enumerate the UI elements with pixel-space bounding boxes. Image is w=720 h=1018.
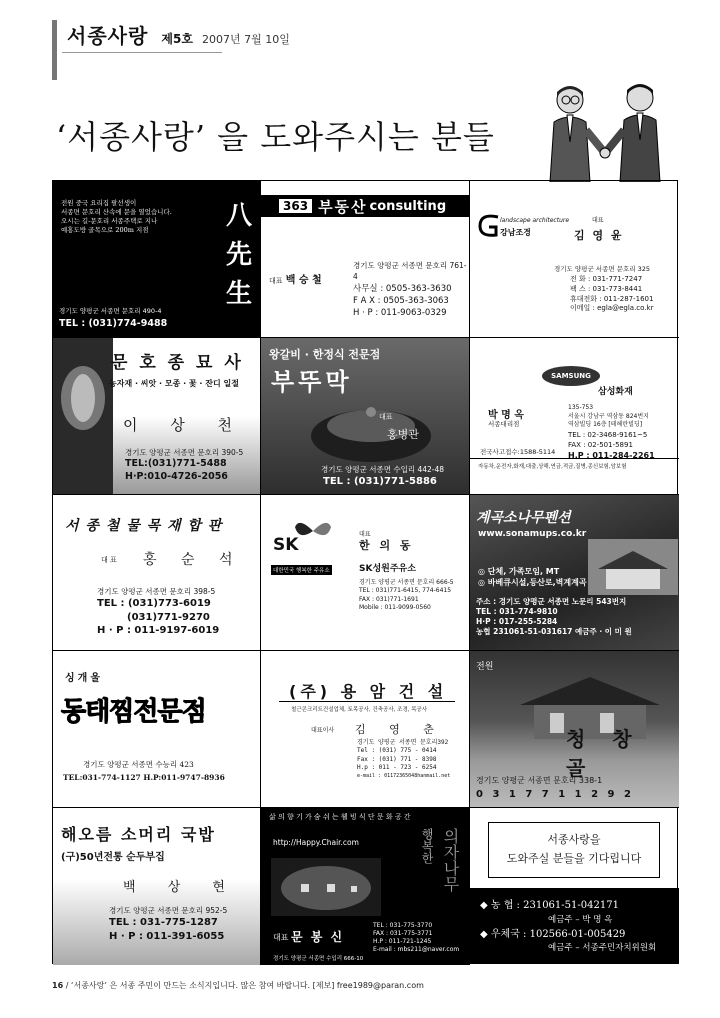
rep-label: 대표 xyxy=(379,413,393,421)
ad-budumak xyxy=(261,338,470,495)
fax-number: 팩 스 : 031-773-8441 xyxy=(570,284,643,293)
sk-slogan: 대한민국 행복한 주유소 xyxy=(271,565,332,575)
ad-cheongchanggol xyxy=(470,651,679,808)
tel-number: TEL : 031-775-1287 xyxy=(109,917,218,929)
station-name: SK성원주유소 xyxy=(359,564,416,574)
restaurant-name: 해오름 소머리 국밥 xyxy=(61,825,216,844)
ad-363-realestate xyxy=(261,181,470,338)
mobile-number: H · P : 011-9197-6019 xyxy=(97,625,220,637)
rep-label: 대표 xyxy=(273,933,289,942)
tel-number: TEL : (031)773-6019 xyxy=(97,598,211,610)
ad-happy-chair xyxy=(261,808,470,965)
ad-line: 서종면 문호리 산속에 문을 열었습니다. xyxy=(61,208,172,217)
ad-address-building: 역삼빌딩 16층 [테헤란빌딩] xyxy=(568,421,643,429)
fax-number: FAX : 02-501-5891 xyxy=(568,441,633,450)
ad-line: 오시는 길-문호리 서종주택로 지나 xyxy=(61,217,158,226)
restaurant-tagline: 왕갈비 · 한정식 전문점 xyxy=(269,348,381,361)
contact-numbers: TEL:031-774-1127 H.P:011-9747-8936 xyxy=(63,773,225,782)
sk-logo-text: SK xyxy=(273,535,299,555)
bank-label: ◆ 우체국 : xyxy=(480,928,527,940)
pension-name: 계곡소나무펜션 xyxy=(476,510,571,526)
tel-number: TEL : 031-775-3770 xyxy=(373,922,433,929)
tel-number: TEL : 031)771-6415, 774-6415 xyxy=(359,587,452,595)
hanja-first: 先 xyxy=(225,240,252,270)
agent-name: 박 명 옥 xyxy=(488,410,524,421)
masthead xyxy=(52,20,290,80)
ad-address: 경기도 양평군 서종면 문호리392 xyxy=(357,739,449,746)
rep-label: 대 표 xyxy=(101,556,117,564)
hanja-born: 生 xyxy=(225,279,252,309)
ad-grid xyxy=(52,180,678,964)
ad-pension xyxy=(470,495,679,651)
ad-address: 경기도 양평군 서종면 문호리 761-4 xyxy=(353,261,467,281)
ad-palseonsaeng xyxy=(53,181,261,338)
fax-number: Fax : (031) 771 - 8398 xyxy=(357,755,437,763)
bank-account: 농협 231061-51-031617 예금주 · 이 미 원 xyxy=(476,627,632,637)
ad-address: 경기도 양평군 서종면 문호리 952-5 xyxy=(109,906,228,915)
notice-title-box xyxy=(488,822,660,878)
brand-name: 삼성화재 xyxy=(598,387,633,397)
tel-label: TEL : xyxy=(59,318,86,329)
tel-number: TEL : (031)771-5886 xyxy=(323,476,437,487)
samsung-logo: SAMSUNG xyxy=(542,366,600,386)
tel-number: Tel : (031) 775 - 0414 xyxy=(357,747,437,755)
footer-text: / ‘서종사랑’ 은 서종 주민이 만드는 소식지입니다. 많은 참여 바랍니다. [제보] free1989@paran.com xyxy=(65,981,424,990)
account-owner: 예금주 – 박 명 옥 xyxy=(548,914,613,925)
restaurant-prefix: 싱개울 xyxy=(65,673,103,684)
restaurant-history: (구)50년전통 순두부집 xyxy=(61,852,165,863)
email-address: E-mail : mbs211@naver.com xyxy=(373,946,460,954)
cauldron-photo xyxy=(301,396,441,466)
mobile-number: H·P:010-4726-2056 xyxy=(125,470,228,482)
newsletter-title: 서종사랑 xyxy=(67,24,149,48)
tel-number: TEL : 02-3468-9161~5 xyxy=(568,431,648,440)
feature-line: ◎ 바베큐시설,등산로,벽계계곡 xyxy=(478,577,587,587)
company-name-en: consulting xyxy=(369,198,447,214)
company-name: 서 종 철 물 목 재 합 판 xyxy=(65,518,223,534)
ad-address: 경기도 양평군 서종면 문호리 338-1 xyxy=(476,776,603,785)
account-owner: 예금주 – 서종주민자치위원회 xyxy=(548,943,657,954)
mobile-number: 휴대전화 : 011-287-1601 xyxy=(570,294,654,303)
ad-address: 경기도 양평군 서종면 문호리 390-5 xyxy=(125,448,244,457)
restaurant-name-vertical-2: 의자나무 xyxy=(441,828,460,892)
mobile-number: H.p : 011 - 723 - 6254 xyxy=(357,764,437,772)
feature-line: ◎ 단체, 가족모임, MT xyxy=(478,567,560,576)
handshake-illustration xyxy=(540,82,670,182)
page-headline: ‘서종사랑’ 을 도와주시는 분들 xyxy=(56,118,495,156)
tel-number-2: (031)771-9270 xyxy=(127,611,210,623)
rep-name: 문 봉 신 xyxy=(291,930,345,944)
businessman-left xyxy=(550,86,604,182)
company-name: 문 호 종 묘 사 xyxy=(111,353,244,373)
bank-info xyxy=(470,888,679,964)
rep-name: 홍병관 xyxy=(387,428,419,441)
restaurant-name: 부뚜막 xyxy=(271,368,353,396)
ad-address: 경기도 양평군 서종면 문호리 490-4 xyxy=(59,307,162,315)
header-rule xyxy=(62,52,222,53)
businessman-right xyxy=(606,84,660,182)
ad-address: 서울시 강남구 역삼동 824번지 xyxy=(568,412,649,420)
restaurant-name-vertical: 행복한 xyxy=(420,828,434,864)
ad-dongtae-restaurant xyxy=(53,651,261,808)
bank-account: 102566-01-005429 xyxy=(529,928,626,940)
ad-address: 경기도 양평군 서종면 문호리 666-5 xyxy=(359,579,454,586)
phone-number: 전 화 : 031-771-7247 xyxy=(570,275,643,283)
postal-code: 135-753 xyxy=(568,404,594,411)
donation-notice xyxy=(470,808,679,965)
sk-butterfly-icon xyxy=(293,517,333,543)
pension-photo xyxy=(588,539,678,595)
logo-tagline: landscape architecture xyxy=(500,217,570,224)
logo-name: 강남조경 xyxy=(500,228,531,237)
email-address: 이메일 : egla@egla.co.kr xyxy=(570,304,654,313)
rep-label: 대표이사 xyxy=(311,727,335,734)
rep-name: 백 승 철 xyxy=(285,275,322,286)
page-footer xyxy=(52,980,424,991)
ad-address: 경기도 양평군 서종면 수입리 666-10 xyxy=(273,956,364,962)
tel-number: (031)774-9488 xyxy=(88,318,168,329)
notice-title: 서종사랑을 xyxy=(547,833,601,846)
website-url: www.sonamups.co.kr xyxy=(478,529,587,539)
company-tagline: 농자재 · 씨앗 · 모종 · 꽃 · 잔디 일절 xyxy=(109,379,239,388)
ad-line: 예홍도방 골목으로 200m 지점 xyxy=(61,226,149,235)
fax-number: FAX : 031-775-3771 xyxy=(373,930,433,938)
ad-seojong-hardware xyxy=(53,495,261,651)
fax-number: FAX : 031)771-1691 xyxy=(359,595,419,603)
rep-label: 대표 xyxy=(359,531,371,538)
ad-address: 경기도 양평군 서종면 문호리 398-5 xyxy=(97,587,216,596)
mobile-number: H · P : 011-391-6055 xyxy=(109,930,225,942)
ad-address: 경기도 양평군 서종면 문호리 325 xyxy=(554,265,651,273)
ad-samsung-fire xyxy=(470,338,679,495)
cabbage-photo xyxy=(53,338,113,495)
restaurant-tagline: 삶 의 향 기 가 숨 쉬 는 웰 빙 식 단 문 화 공 간 xyxy=(269,813,411,821)
logo-number: 363 xyxy=(279,199,312,213)
ad-sk-gas-station xyxy=(261,495,470,651)
ad-address: 경기도 양평군 서종면 수능리 423 xyxy=(83,760,194,769)
ad-address: 경기도 양평군 서종면 수입리 442-48 xyxy=(321,465,445,474)
rep-name: 이 상 천 xyxy=(123,416,247,434)
rep-name: 백 상 현 xyxy=(123,880,239,895)
email-address: e-mail : 01172365048hanmail.net xyxy=(357,772,451,779)
issue-number: 제5호 xyxy=(161,32,193,46)
restaurant-night-photo xyxy=(271,858,381,916)
ad-yongam-construction xyxy=(261,651,470,808)
tel-number: TEL : 031-774-9810 xyxy=(476,607,558,617)
mobile-number: Mobile : 011-9099-0560 xyxy=(359,604,431,612)
restaurant-prefix: 전원 xyxy=(476,662,494,672)
notice-subtitle: 도와주실 분들을 기다립니다 xyxy=(506,851,642,865)
ad-line: 전원 중국 요리집 팔선생이 xyxy=(61,199,137,207)
mobile-number: H · P : 011-9063-0329 xyxy=(353,308,447,319)
restaurant-name: 동태찜전문점 xyxy=(61,697,206,727)
fax-number: F A X : 0505-363-3063 xyxy=(353,296,449,307)
hanja-eight: 八 xyxy=(225,201,252,231)
rep-name: 한 의 동 xyxy=(359,539,414,552)
issue-date: 2007년 7월 10일 xyxy=(202,33,290,46)
rep-name: 김 영 춘 xyxy=(355,723,444,736)
tel-number: 0 3 1 7 7 1 1 2 9 2 xyxy=(476,789,634,800)
mobile-number: H.P : 011-721-1245 xyxy=(373,938,432,946)
restaurant-name: 청 창 골 xyxy=(566,727,642,780)
business-scope: 철근콘크리트건설업체, 토목공사, 건축공사, 조경, 목공사 xyxy=(291,707,428,713)
website-url: http://Happy.Chair.com xyxy=(273,838,359,847)
company-name: (주) 용 암 건 설 xyxy=(289,682,448,701)
bank-account: 231061-51-042171 xyxy=(523,900,619,911)
accident-hotline: 전국사고접수:1588-5114 xyxy=(480,448,556,456)
agency-name: 서종대리점 xyxy=(488,420,520,428)
rep-label: 대표 xyxy=(269,277,283,285)
company-name: 부동산 xyxy=(318,197,368,216)
tel-number: TEL:(031)771-5488 xyxy=(125,458,227,470)
handshake xyxy=(600,148,610,158)
ad-gangnam-landscape xyxy=(470,181,679,338)
ad-haoreum-gukbap xyxy=(53,808,261,965)
service-list: 자동차,운전자,화재,대출,상해,연금,적금,질병,종신보험,암보험 xyxy=(478,464,627,470)
mobile-number: H·P : 017-255-5284 xyxy=(476,617,558,627)
bank-label: ◆ 농 협 : xyxy=(480,900,520,911)
rep-label: 대표 xyxy=(592,217,604,224)
ad-munho-seed xyxy=(53,338,261,495)
page-number: 16 xyxy=(52,981,64,990)
ad-address: 주소 : 경기도 양평군 서종면 노문리 543번지 xyxy=(476,597,627,606)
rep-name: 김 영 윤 xyxy=(574,229,624,242)
rep-name: 홍 순 석 xyxy=(143,552,243,568)
mobile-number: H.P : 011-284-2261 xyxy=(568,451,655,461)
office-phone: 사무실 : 0505-363-3630 xyxy=(353,283,452,294)
